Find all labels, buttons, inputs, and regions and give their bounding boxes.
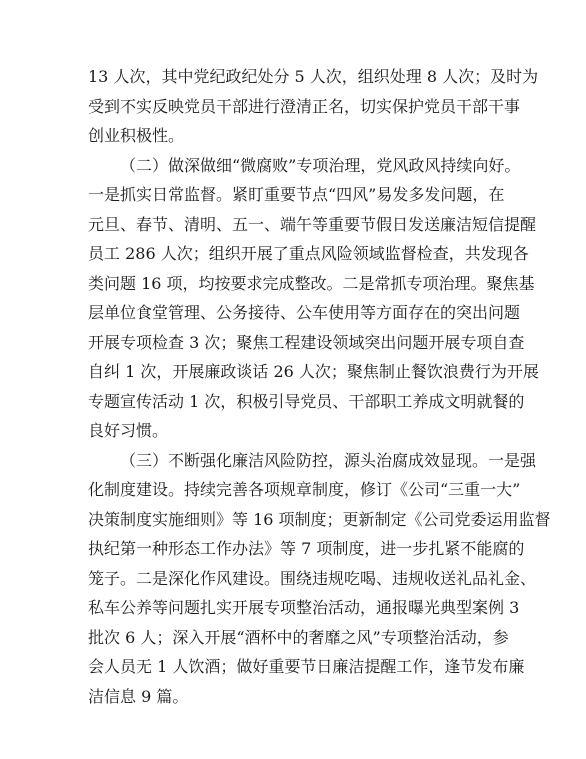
text-line: 类问题 16 项，均按要求完成整改。二是常抓专项治理。聚焦基: [88, 273, 535, 293]
text-line: 一是抓实日常监督。紧盯重要节点“四风”易发多发问题，在: [88, 185, 505, 204]
text-line: 开展专项检查 3 次；聚焦工程建设领域突出问题开展专项自查: [88, 332, 525, 352]
text-line: 私车公养等问题扎实开展专项整治活动，通报曝光典型案例 3: [88, 598, 520, 617]
text-line: 创业积极性。: [88, 126, 185, 145]
paragraph-continuation: [88, 62, 539, 151]
text-line: 良好习惯。: [88, 421, 169, 440]
text-line: 批次 6 人；深入开展“酒杯中的奢靡之风”专项整治活动，参: [88, 627, 509, 647]
text-line: 自纠 1 次，开展廉政谈话 26 人次；聚焦制止餐饮浪费行为开展: [88, 362, 539, 381]
text-line: 层单位食堂管理、公务接待、公车使用等方面存在的突出问题: [88, 303, 521, 322]
text-line: 执纪第一种形态工作办法》等 7 项制度，进一步扎紧不能腐的: [88, 539, 525, 558]
paragraph-section-3: [88, 446, 551, 712]
section-heading-line: （三）不断强化廉洁风险防控，源头治腐成效显现。一是强: [120, 450, 537, 470]
text-line: 元旦、春节、清明、五一、端午等重要节假日发送廉洁短信提醒: [88, 214, 537, 234]
text-line: 员工 286 人次；组织开展了重点风险领域监督检查，共发现各: [88, 244, 529, 263]
text-line: 洁信息 9 篇。: [88, 686, 189, 706]
document-body: [88, 62, 551, 711]
text-line: 专题宣传活动 1 次，积极引导党员、干部职工养成文明就餐的: [88, 391, 525, 411]
text-line: 会人员无 1 人饮酒；做好重要节日廉洁提醒工作，逢节发布廉: [88, 657, 525, 676]
section-heading-line: （二）做深做细“微腐败”专项治理，党风政风持续向好。: [120, 155, 521, 175]
text-line: 13 人次，其中党纪政纪处分 5 人次，组织处理 8 人次；及时为: [88, 67, 539, 86]
text-line: 决策制度实施细则》等 16 项制度；更新制定《公司党委运用监督: [88, 509, 551, 529]
text-line: 笼子。二是深化作风建设。围绕违规吃喝、违规收送礼品礼金、: [88, 568, 537, 588]
text-line: 化制度建设。持续完善各项规章制度，修订《公司“三重一大”: [88, 480, 521, 499]
paragraph-section-2: [88, 151, 539, 446]
text-line: 受到不实反映党员干部进行澄清正名，切实保护党员干部干事: [88, 96, 521, 116]
